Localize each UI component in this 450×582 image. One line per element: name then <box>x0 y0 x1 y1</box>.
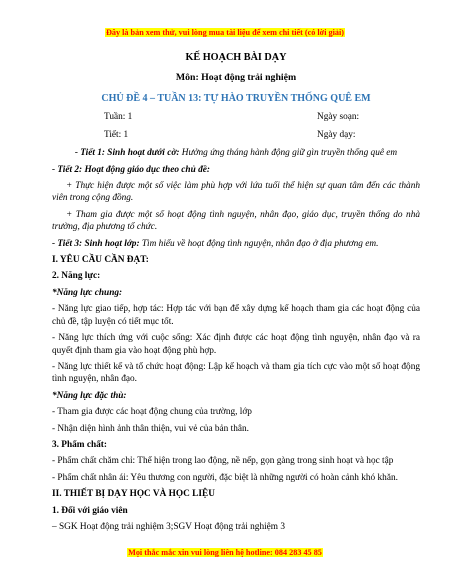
sub-qualities: 3. Phẩm chất: <box>52 439 108 450</box>
meta-row-2 <box>52 129 420 142</box>
period-label: Tiết: 1 <box>104 130 129 141</box>
quality-item: - Phẩm chất nhân ái: Yêu thương con người, đặc biệt là những người có hoàn cảnh khó khăn. <box>52 472 398 483</box>
preview-banner: Đây là bản xem thử, vui lòng mua tài liệu để xem chi tiết (có lời giải) <box>105 28 344 37</box>
hotline-banner: Mọi thắc mắc xin vui lòng liên hệ hotline: 084 283 45 85 <box>128 548 322 557</box>
specific-competence-item: - Nhận diện hình ảnh thân thiện, vui vẻ của bản thân. <box>52 423 249 434</box>
sub-competence: 2. Năng lực: <box>52 271 101 282</box>
week-label: Tuần: 1 <box>104 112 133 123</box>
tiet1-line: - Tiết 1: Sinh hoạt dưới cờ: Hưởng ứng tháng hành động giữ gìn truyền thống quê em <box>74 148 398 159</box>
general-competence-heading: *Năng lực chung: <box>52 287 123 298</box>
subject-line: Môn: Hoạt động trải nghiệm <box>175 72 297 84</box>
date-prepared-label: Ngày soạn: <box>317 112 360 123</box>
date-taught-label: Ngày dạy: <box>317 130 356 141</box>
tiet2-item: + Tham gia được một số hoạt động tình nguyện, nhân đạo, giáo dục, truyền thống do nhà trường, địa phương tổ chức. <box>52 209 420 233</box>
section-requirements: I. YÊU CẦU CẦN ĐẠT: <box>52 255 149 266</box>
lesson-plan-document <box>52 52 420 537</box>
quality-item: - Phẩm chất chăm chỉ: Thể hiện trong lao động, nề nếp, gọn gàng trong sinh hoạt và học tập <box>52 456 394 467</box>
general-competence-item: - Năng lực thiết kế và tổ chức hoạt động: Lập kế hoạch và tham gia tích cực vào một số hoạt động tình nguyện, nhân đạo. <box>52 361 420 385</box>
tiet2-heading: - Tiết 2: Hoạt động giáo dục theo chủ đề: <box>52 164 210 175</box>
specific-competence-heading: *Năng lực đặc thù: <box>52 390 127 401</box>
tiet3-line: - Tiết 3: Sinh hoạt lớp: Tìm hiểu về hoạt động tình nguyện, nhân đạo ở địa phương em. <box>52 238 379 249</box>
sub-teacher: 1. Đối với giáo viên <box>52 505 128 516</box>
section-equipment: II. THIẾT BỊ DẠY HỌC VÀ HỌC LIỆU <box>52 489 215 500</box>
specific-competence-item: - Tham gia được các hoạt động chung của trường, lớp <box>52 407 252 418</box>
theme-heading: CHỦ ĐỀ 4 – TUẦN 13: TỰ HÀO TRUYỀN THỐNG QUÊ EM <box>101 92 371 104</box>
tiet2-item: + Thực hiện được một số việc làm phù hợp với lứa tuổi thể hiện sự quan tâm đến các thành viên trong cộng đồng. <box>52 181 420 204</box>
meta-row-1 <box>52 111 420 124</box>
general-competence-item: - Năng lực thích ứng với cuộc sống: Xác định được các hoạt động tình nguyện, nhân đạo và ra quyết định tham gia vào hoạt động phù hợp. <box>52 333 420 356</box>
teacher-item: – SGK Hoạt động trải nghiệm 3;SGV Hoạt động trải nghiệm 3 <box>52 521 286 532</box>
general-competence-item: - Năng lực giao tiếp, hợp tác: Hợp tác với bạn để xây dựng kế hoạch tham gia các hoạt động của chủ đề, tập luyện có tiết mục tốt. <box>52 304 420 327</box>
document-title: KẾ HOẠCH BÀI DẠY <box>185 52 287 63</box>
